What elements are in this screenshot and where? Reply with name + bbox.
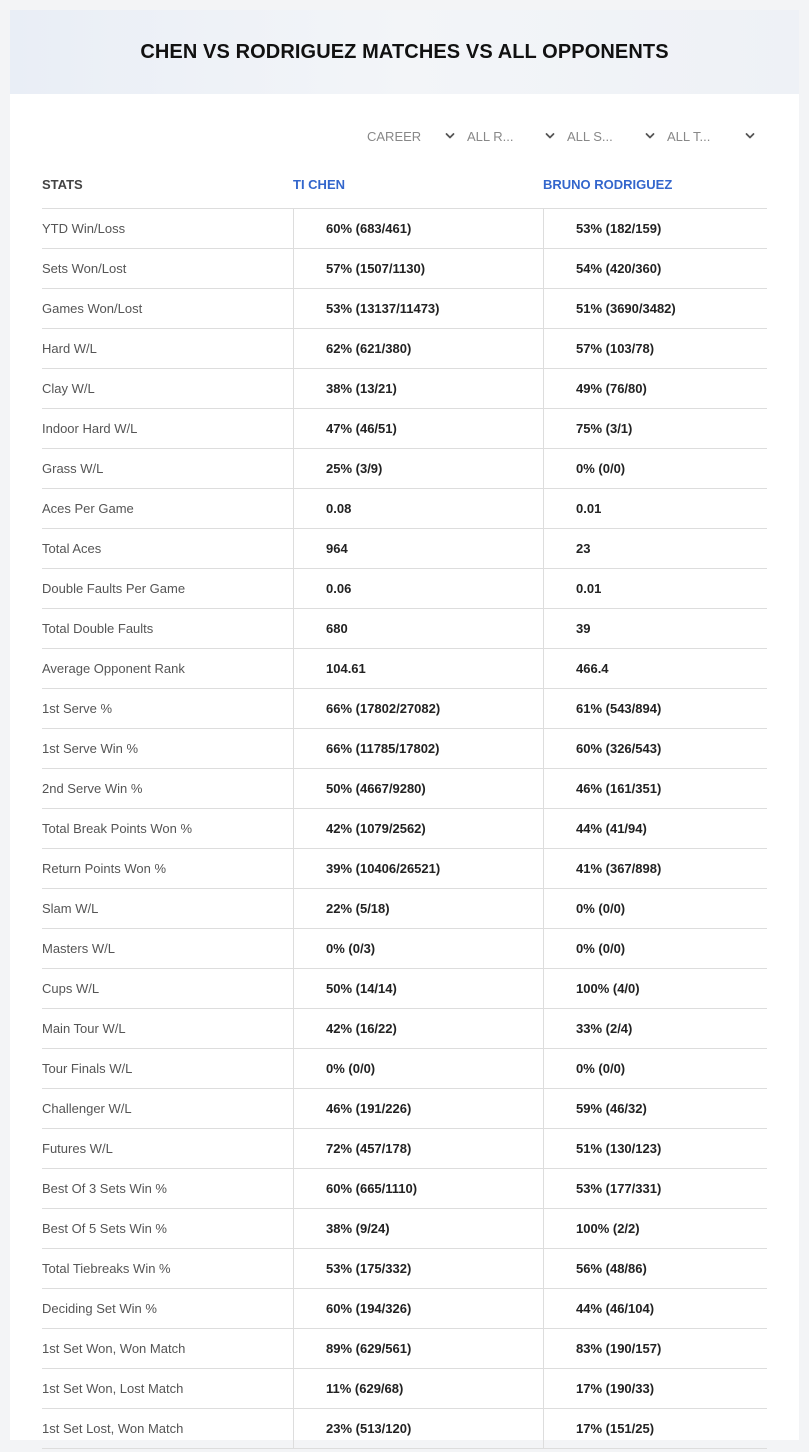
player2-value: 61% (543/894) — [543, 689, 767, 728]
player2-value: 41% (367/898) — [543, 849, 767, 888]
table-row — [42, 729, 767, 769]
table-row — [42, 1369, 767, 1409]
player2-value: 75% (3/1) — [543, 409, 767, 448]
stat-label: Hard W/L — [42, 341, 97, 356]
player1-value: 72% (457/178) — [293, 1129, 543, 1168]
player1-value: 23% (513/120) — [293, 1409, 543, 1448]
player1-value: 60% (683/461) — [293, 209, 543, 248]
stat-label: Indoor Hard W/L — [42, 421, 138, 436]
player1-value: 0% (0/3) — [293, 929, 543, 968]
table-header — [42, 160, 767, 209]
player2-value: 100% (4/0) — [543, 969, 767, 1008]
player1-value: 0% (0/0) — [293, 1049, 543, 1088]
stat-label: Aces Per Game — [42, 501, 134, 516]
page-header — [10, 10, 799, 94]
player1-value: 42% (1079/2562) — [293, 809, 543, 848]
stat-label: Total Aces — [42, 541, 102, 556]
player1-value: 50% (4667/9280) — [293, 769, 543, 808]
stat-label: 1st Set Lost, Won Match — [42, 1421, 184, 1436]
table-row — [42, 929, 767, 969]
player1-value: 89% (629/561) — [293, 1329, 543, 1368]
table-row — [42, 489, 767, 529]
table-row — [42, 1129, 767, 1169]
table-row — [42, 209, 767, 249]
stat-label: Clay W/L — [42, 381, 95, 396]
player1-value: 60% (665/1110) — [293, 1169, 543, 1208]
stat-label: Tour Finals W/L — [42, 1061, 133, 1076]
stat-label: Sets Won/Lost — [42, 261, 127, 276]
player2-value: 59% (46/32) — [543, 1089, 767, 1128]
stats-table — [42, 160, 767, 1449]
player2-value: 17% (190/33) — [543, 1369, 767, 1408]
player2-value: 57% (103/78) — [543, 329, 767, 368]
table-row — [42, 449, 767, 489]
stat-label: YTD Win/Loss — [42, 221, 126, 236]
stat-label: Games Won/Lost — [42, 301, 143, 316]
table-row — [42, 569, 767, 609]
stat-label: Grass W/L — [42, 461, 104, 476]
table-row — [42, 409, 767, 449]
stat-label: Cups W/L — [42, 981, 100, 996]
table-row — [42, 1329, 767, 1369]
player1-value: 53% (175/332) — [293, 1249, 543, 1288]
page-title: CHEN VS RODRIGUEZ MATCHES VS ALL OPPONENTS — [140, 40, 669, 63]
stat-label: Double Faults Per Game — [42, 581, 186, 596]
table-row — [42, 609, 767, 649]
player2-value: 0% (0/0) — [543, 449, 767, 488]
player1-value: 38% (13/21) — [293, 369, 543, 408]
table-row — [42, 289, 767, 329]
stat-label: 1st Set Won, Lost Match — [42, 1381, 184, 1396]
player1-value: 42% (16/22) — [293, 1009, 543, 1048]
player2-value: 56% (48/86) — [543, 1249, 767, 1288]
table-row — [42, 329, 767, 369]
stat-label: Futures W/L — [42, 1141, 113, 1156]
table-row — [42, 769, 767, 809]
table-row — [42, 1009, 767, 1049]
player2-value: 100% (2/2) — [543, 1209, 767, 1248]
player1-value: 964 — [293, 529, 543, 568]
player2-value: 83% (190/157) — [543, 1329, 767, 1368]
player2-column-header[interactable]: BRUNO RODRIGUEZ — [543, 176, 673, 192]
player1-value: 47% (46/51) — [293, 409, 543, 448]
player2-value: 60% (326/543) — [543, 729, 767, 768]
player2-value: 0% (0/0) — [543, 1049, 767, 1088]
stats-column-header: STATS — [42, 176, 83, 192]
player2-value: 23 — [543, 529, 767, 568]
player1-value: 25% (3/9) — [293, 449, 543, 488]
table-row — [42, 649, 767, 689]
player1-value: 50% (14/14) — [293, 969, 543, 1008]
filter-dropdown[interactable] — [467, 126, 567, 146]
table-row — [42, 1289, 767, 1329]
stat-label: Slam W/L — [42, 901, 99, 916]
player2-value: 53% (177/331) — [543, 1169, 767, 1208]
table-row — [42, 1409, 767, 1449]
player2-value: 51% (3690/3482) — [543, 289, 767, 328]
player1-value: 46% (191/226) — [293, 1089, 543, 1128]
player1-value: 11% (629/68) — [293, 1369, 543, 1408]
player2-value: 33% (2/4) — [543, 1009, 767, 1048]
stat-label: 2nd Serve Win % — [42, 781, 143, 796]
stat-label: Deciding Set Win % — [42, 1301, 157, 1316]
player1-value: 104.61 — [293, 649, 543, 688]
chevron-down-icon — [645, 131, 655, 141]
player1-value: 0.08 — [293, 489, 543, 528]
player1-value: 66% (17802/27082) — [293, 689, 543, 728]
table-row — [42, 1169, 767, 1209]
filter-label: ALL T... — [667, 128, 711, 144]
stat-label: Masters W/L — [42, 941, 115, 956]
table-row — [42, 889, 767, 929]
table-row — [42, 809, 767, 849]
player1-value: 680 — [293, 609, 543, 648]
player1-value: 22% (5/18) — [293, 889, 543, 928]
player2-value: 17% (151/25) — [543, 1409, 767, 1448]
stat-label: Average Opponent Rank — [42, 661, 185, 676]
stat-label: Main Tour W/L — [42, 1021, 126, 1036]
table-row — [42, 1049, 767, 1089]
player1-value: 66% (11785/17802) — [293, 729, 543, 768]
table-row — [42, 849, 767, 889]
player1-value: 62% (621/380) — [293, 329, 543, 368]
table-row — [42, 1209, 767, 1249]
player2-value: 44% (46/104) — [543, 1289, 767, 1328]
player2-value: 0.01 — [543, 489, 767, 528]
stat-label: 1st Serve % — [42, 701, 113, 716]
stat-label: Challenger W/L — [42, 1101, 132, 1116]
stat-label: Total Break Points Won % — [42, 821, 193, 836]
player1-value: 53% (13137/11473) — [293, 289, 543, 328]
stat-label: 1st Set Won, Won Match — [42, 1341, 186, 1356]
filter-label: ALL S... — [567, 128, 613, 144]
player2-value: 44% (41/94) — [543, 809, 767, 848]
filter-bar — [367, 126, 767, 146]
stat-label: 1st Serve Win % — [42, 741, 139, 756]
filter-dropdown[interactable] — [667, 126, 767, 146]
player2-value: 51% (130/123) — [543, 1129, 767, 1168]
player2-value: 466.4 — [543, 649, 767, 688]
table-row — [42, 529, 767, 569]
player2-value: 39 — [543, 609, 767, 648]
table-body — [42, 209, 767, 1449]
player1-value: 39% (10406/26521) — [293, 849, 543, 888]
table-row — [42, 249, 767, 289]
stat-label: Total Double Faults — [42, 621, 154, 636]
stats-card — [10, 10, 799, 1440]
filter-label: ALL R... — [467, 128, 514, 144]
player1-value: 57% (1507/1130) — [293, 249, 543, 288]
chevron-down-icon — [745, 131, 755, 141]
player2-value: 0.01 — [543, 569, 767, 608]
player2-value: 49% (76/80) — [543, 369, 767, 408]
filter-label: CAREER — [367, 128, 422, 144]
player1-value: 0.06 — [293, 569, 543, 608]
chevron-down-icon — [445, 131, 455, 141]
stat-label: Best Of 3 Sets Win % — [42, 1181, 167, 1196]
stat-label: Total Tiebreaks Win % — [42, 1261, 171, 1276]
player1-column-header[interactable]: TI CHEN — [293, 176, 345, 192]
player2-value: 0% (0/0) — [543, 929, 767, 968]
player2-value: 0% (0/0) — [543, 889, 767, 928]
player2-value: 53% (182/159) — [543, 209, 767, 248]
filter-dropdown[interactable] — [367, 126, 467, 146]
stat-label: Best Of 5 Sets Win % — [42, 1221, 167, 1236]
table-row — [42, 1089, 767, 1129]
player2-value: 46% (161/351) — [543, 769, 767, 808]
stat-label: Return Points Won % — [42, 861, 167, 876]
player1-value: 60% (194/326) — [293, 1289, 543, 1328]
table-row — [42, 969, 767, 1009]
player1-value: 38% (9/24) — [293, 1209, 543, 1248]
chevron-down-icon — [545, 131, 555, 141]
table-row — [42, 369, 767, 409]
player2-value: 54% (420/360) — [543, 249, 767, 288]
filter-dropdown[interactable] — [567, 126, 667, 146]
table-row — [42, 1249, 767, 1289]
table-row — [42, 689, 767, 729]
